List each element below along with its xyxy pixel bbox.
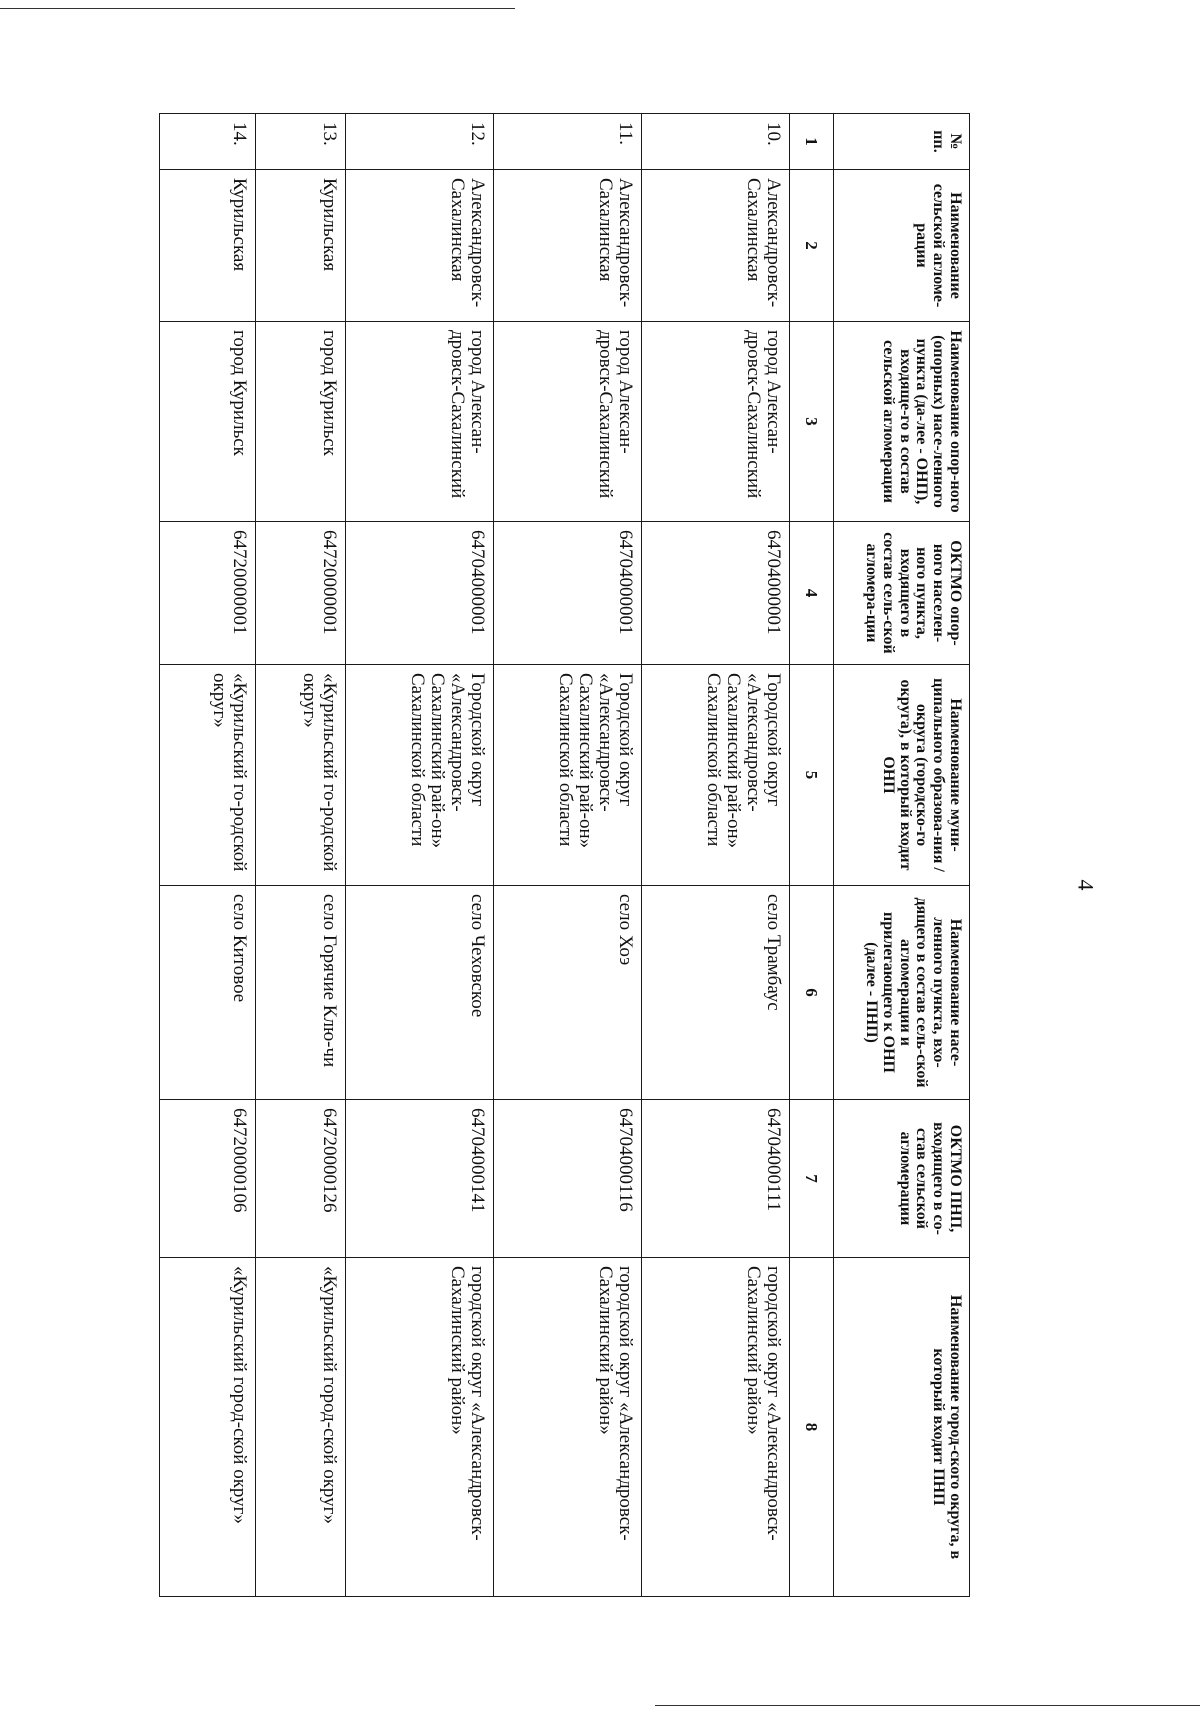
- agglomeration-name: Курильская: [256, 170, 346, 322]
- top-edge-rule: [0, 8, 515, 9]
- pnp-oktmo: 64704000141: [346, 1100, 494, 1258]
- onp-oktmo: 64704000001: [494, 522, 642, 665]
- pnp-name: село Горячие Клю-чи: [256, 886, 346, 1100]
- bottom-edge-rule: [655, 1705, 1200, 1706]
- header-cell-onp-oktmo: ОКТМО опор-ного населен-ного пункта, входящего в состав сель-ской агломера-ции: [834, 522, 970, 665]
- district-name: городской округ «Александровск-Сахалинский район»: [642, 1258, 790, 1597]
- onp-oktmo: 64720000001: [256, 522, 346, 665]
- onp-name: город Алексан-дровск-Сахалинский: [346, 322, 494, 522]
- pnp-name: село Чеховское: [346, 886, 494, 1100]
- column-number: 7: [790, 1100, 834, 1258]
- row-number: 11.: [494, 114, 642, 170]
- municipality-name: «Курильский го-родской округ»: [160, 665, 256, 886]
- header-cell-pnp-oktmo: ОКТМО ПНП, входящего в со-став сельской агломерации: [834, 1100, 970, 1258]
- district-name: «Курильский город-ской округ»: [160, 1258, 256, 1597]
- rotated-page: [160, 113, 970, 1596]
- table-row: [494, 114, 642, 1597]
- row-number: 13.: [256, 114, 346, 170]
- agglomeration-name: Александровск-Сахалинская: [494, 170, 642, 322]
- column-number: 8: [790, 1258, 834, 1597]
- municipality-name: «Курильский го-родской округ»: [256, 665, 346, 886]
- onp-oktmo: 64720000001: [160, 522, 256, 665]
- column-number: 3: [790, 322, 834, 522]
- header-cell-no: № пп.: [834, 114, 970, 170]
- agglomeration-name: Курильская: [160, 170, 256, 322]
- pnp-name: село Китовое: [160, 886, 256, 1100]
- header-cell-pnp: Наименование насе-ленного пункта, вхо-дящего в состав сель-ской агломерации и прилегающего к ОНП (далее - ПНП): [834, 886, 970, 1100]
- header-cell-agglomeration: Наименование сельской агломе-рации: [834, 170, 970, 322]
- onp-name: город Курильск: [256, 322, 346, 522]
- agglomeration-name: Александровск-Сахалинская: [346, 170, 494, 322]
- pnp-oktmo: 64704000111: [642, 1100, 790, 1258]
- header-cell-municipality: Наименование муни-ципального образова-ния /округа (городско-го округа), в который входит ОНП: [834, 665, 970, 886]
- municipality-name: Городской округ «Александровск-Сахалинский рай-он» Сахалинской области: [494, 665, 642, 886]
- column-number: 1: [790, 114, 834, 170]
- page-number: 4: [1073, 879, 1099, 891]
- onp-name: город Алексан-дровск-Сахалинский: [494, 322, 642, 522]
- district-name: городской округ «Александровск-Сахалинский район»: [346, 1258, 494, 1597]
- agglomeration-table: [159, 113, 970, 1597]
- row-number: 12.: [346, 114, 494, 170]
- header-cell-onp: Наименование опор-ного (опорных) насе-ленного пункта (да-лее - ОНП), входяще-го в состав сельской агломерации: [834, 322, 970, 522]
- onp-oktmo: 64704000001: [346, 522, 494, 665]
- district-name: городской округ «Александровск-Сахалинский район»: [494, 1258, 642, 1597]
- pnp-oktmo: 64720000126: [256, 1100, 346, 1258]
- onp-name: город Алексан-дровск-Сахалинский: [642, 322, 790, 522]
- row-number: 10.: [642, 114, 790, 170]
- pnp-name: село Хоэ: [494, 886, 642, 1100]
- agglomeration-name: Александровск-Сахалинская: [642, 170, 790, 322]
- pnp-name: село Трамбаус: [642, 886, 790, 1100]
- onp-oktmo: 64704000001: [642, 522, 790, 665]
- column-number: 6: [790, 886, 834, 1100]
- table-row: [160, 114, 256, 1597]
- column-number: 4: [790, 522, 834, 665]
- column-number-row: [790, 114, 834, 1597]
- pnp-oktmo: 64704000116: [494, 1100, 642, 1258]
- row-number: 14.: [160, 114, 256, 170]
- municipality-name: Городской округ «Александровск-Сахалинский рай-он» Сахалинской области: [642, 665, 790, 886]
- table-row: [256, 114, 346, 1597]
- column-number: 5: [790, 665, 834, 886]
- table-row: [346, 114, 494, 1597]
- column-number: 2: [790, 170, 834, 322]
- table-row: [642, 114, 790, 1597]
- header-row: [834, 114, 970, 1597]
- municipality-name: Городской округ «Александровск-Сахалинский рай-он» Сахалинской области: [346, 665, 494, 886]
- pnp-oktmo: 64720000106: [160, 1100, 256, 1258]
- onp-name: город Курильск: [160, 322, 256, 522]
- district-name: «Курильский город-ской округ»: [256, 1258, 346, 1597]
- header-cell-district: Наименование город-ского округа, в который входит ПНП: [834, 1258, 970, 1597]
